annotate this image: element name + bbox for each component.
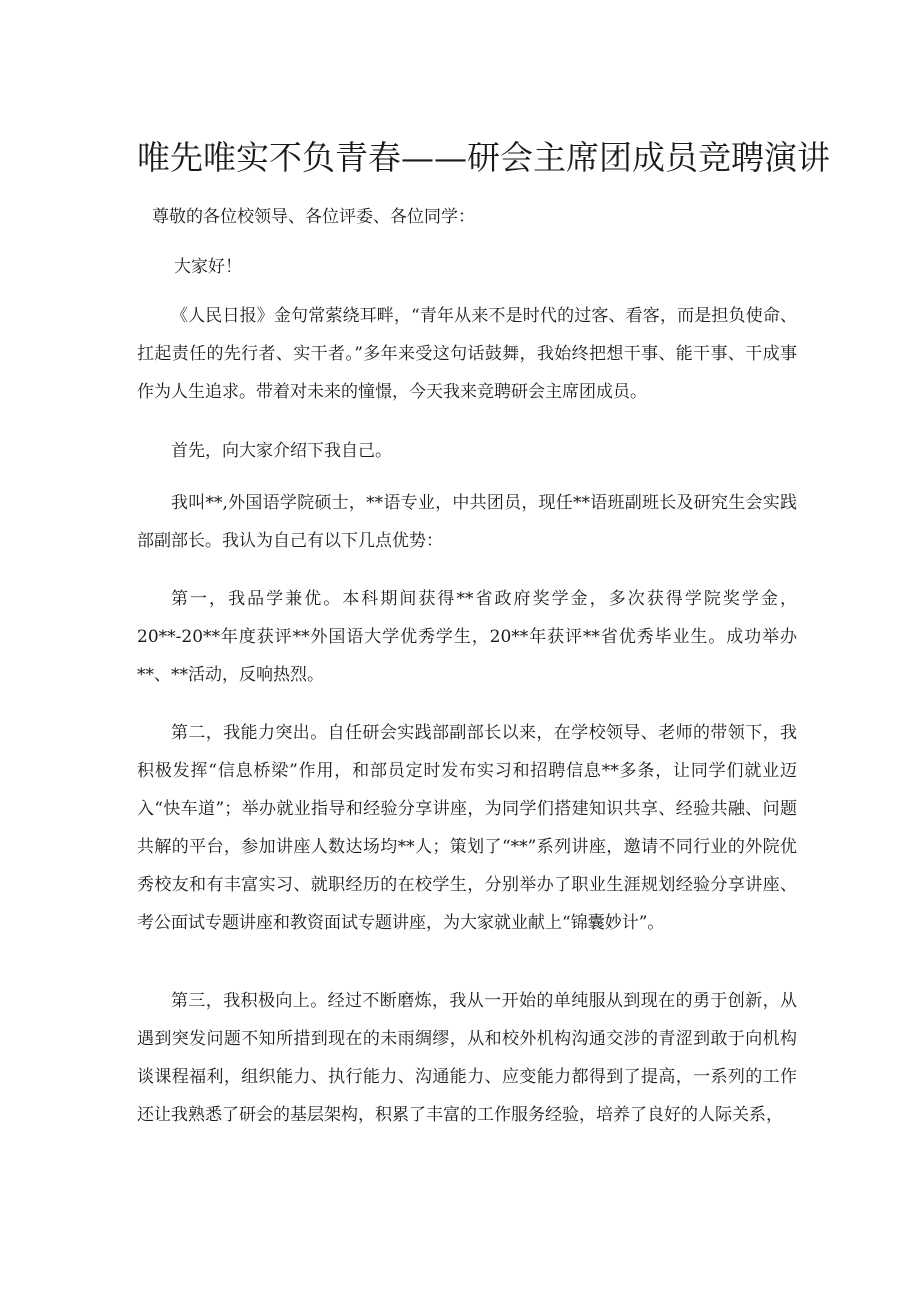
paragraph-introduction: 首先，向大家介绍下我自己。 [171, 441, 392, 461]
salutation: 尊敬的各位校领导、各位评委、各位同学： [152, 207, 475, 227]
document-title: 唯先唯实不负青春——研会主席团成员竞聘演讲 [137, 138, 830, 177]
paragraph-quote: 《人民日报》金句常萦绕耳畔，“青年从来不是时代的过客、看客，而是担负使命、扛起责任的先行者、实干者。”多年来受这句话鼓舞，我始终把想干事、能干事、干成事作为人生追求。带着对未来的憧憬，今天我来竞聘研会主席团成员。 [137, 306, 797, 402]
greeting: 大家好！ [174, 257, 242, 277]
paragraph-self-profile: 我叫**,外国语学院硕士，**语专业，中共团员，现任**语班副班长及研究生会实践部副部长。我认为自己有以下几点优势： [137, 493, 797, 551]
paragraph-advantage-second: 第二，我能力突出。自任研会实践部副部长以来，在学校领导、老师的带领下，我积极发挥“信息桥梁”作用，和部员定时发布实习和招聘信息**多条，让同学们就业迈入“快车道”；举办就业指导和经验分享讲座，为同学们搭建知识共享、经验共融、问题共解的平台，参加讲座人数达场均**人；策划了“**”系列讲座，邀请不同行业的外院优秀校友和有丰富实习、就职经历的在校学生，分别举办了职业生涯规划经验分享讲座、考公面试专题讲座和教资面试专题讲座，为大家就业献上“锦囊妙计”。 [137, 723, 797, 933]
paragraph-advantage-first: 第一，我品学兼优。本科期间获得**省政府奖学金，多次获得学院奖学金，20**-20**年度获评**外国语大学优秀学生，20**年获评**省优秀毕业生。成功举办**、**活动，反响热烈。 [137, 589, 797, 685]
paragraph-advantage-third: 第三，我积极向上。经过不断磨炼，我从一开始的单纯服从到现在的勇于创新，从遇到突发问题不知所措到现在的未雨绸缪，从和校外机构沟通交涉的青涩到敢于向机构谈课程福利，组织能力、执行能力、沟通能力、应变能力都得到了提高，一系列的工作还让我熟悉了研会的基层架构，积累了丰富的工作服务经验，培养了良好的人际关系， [137, 991, 797, 1125]
